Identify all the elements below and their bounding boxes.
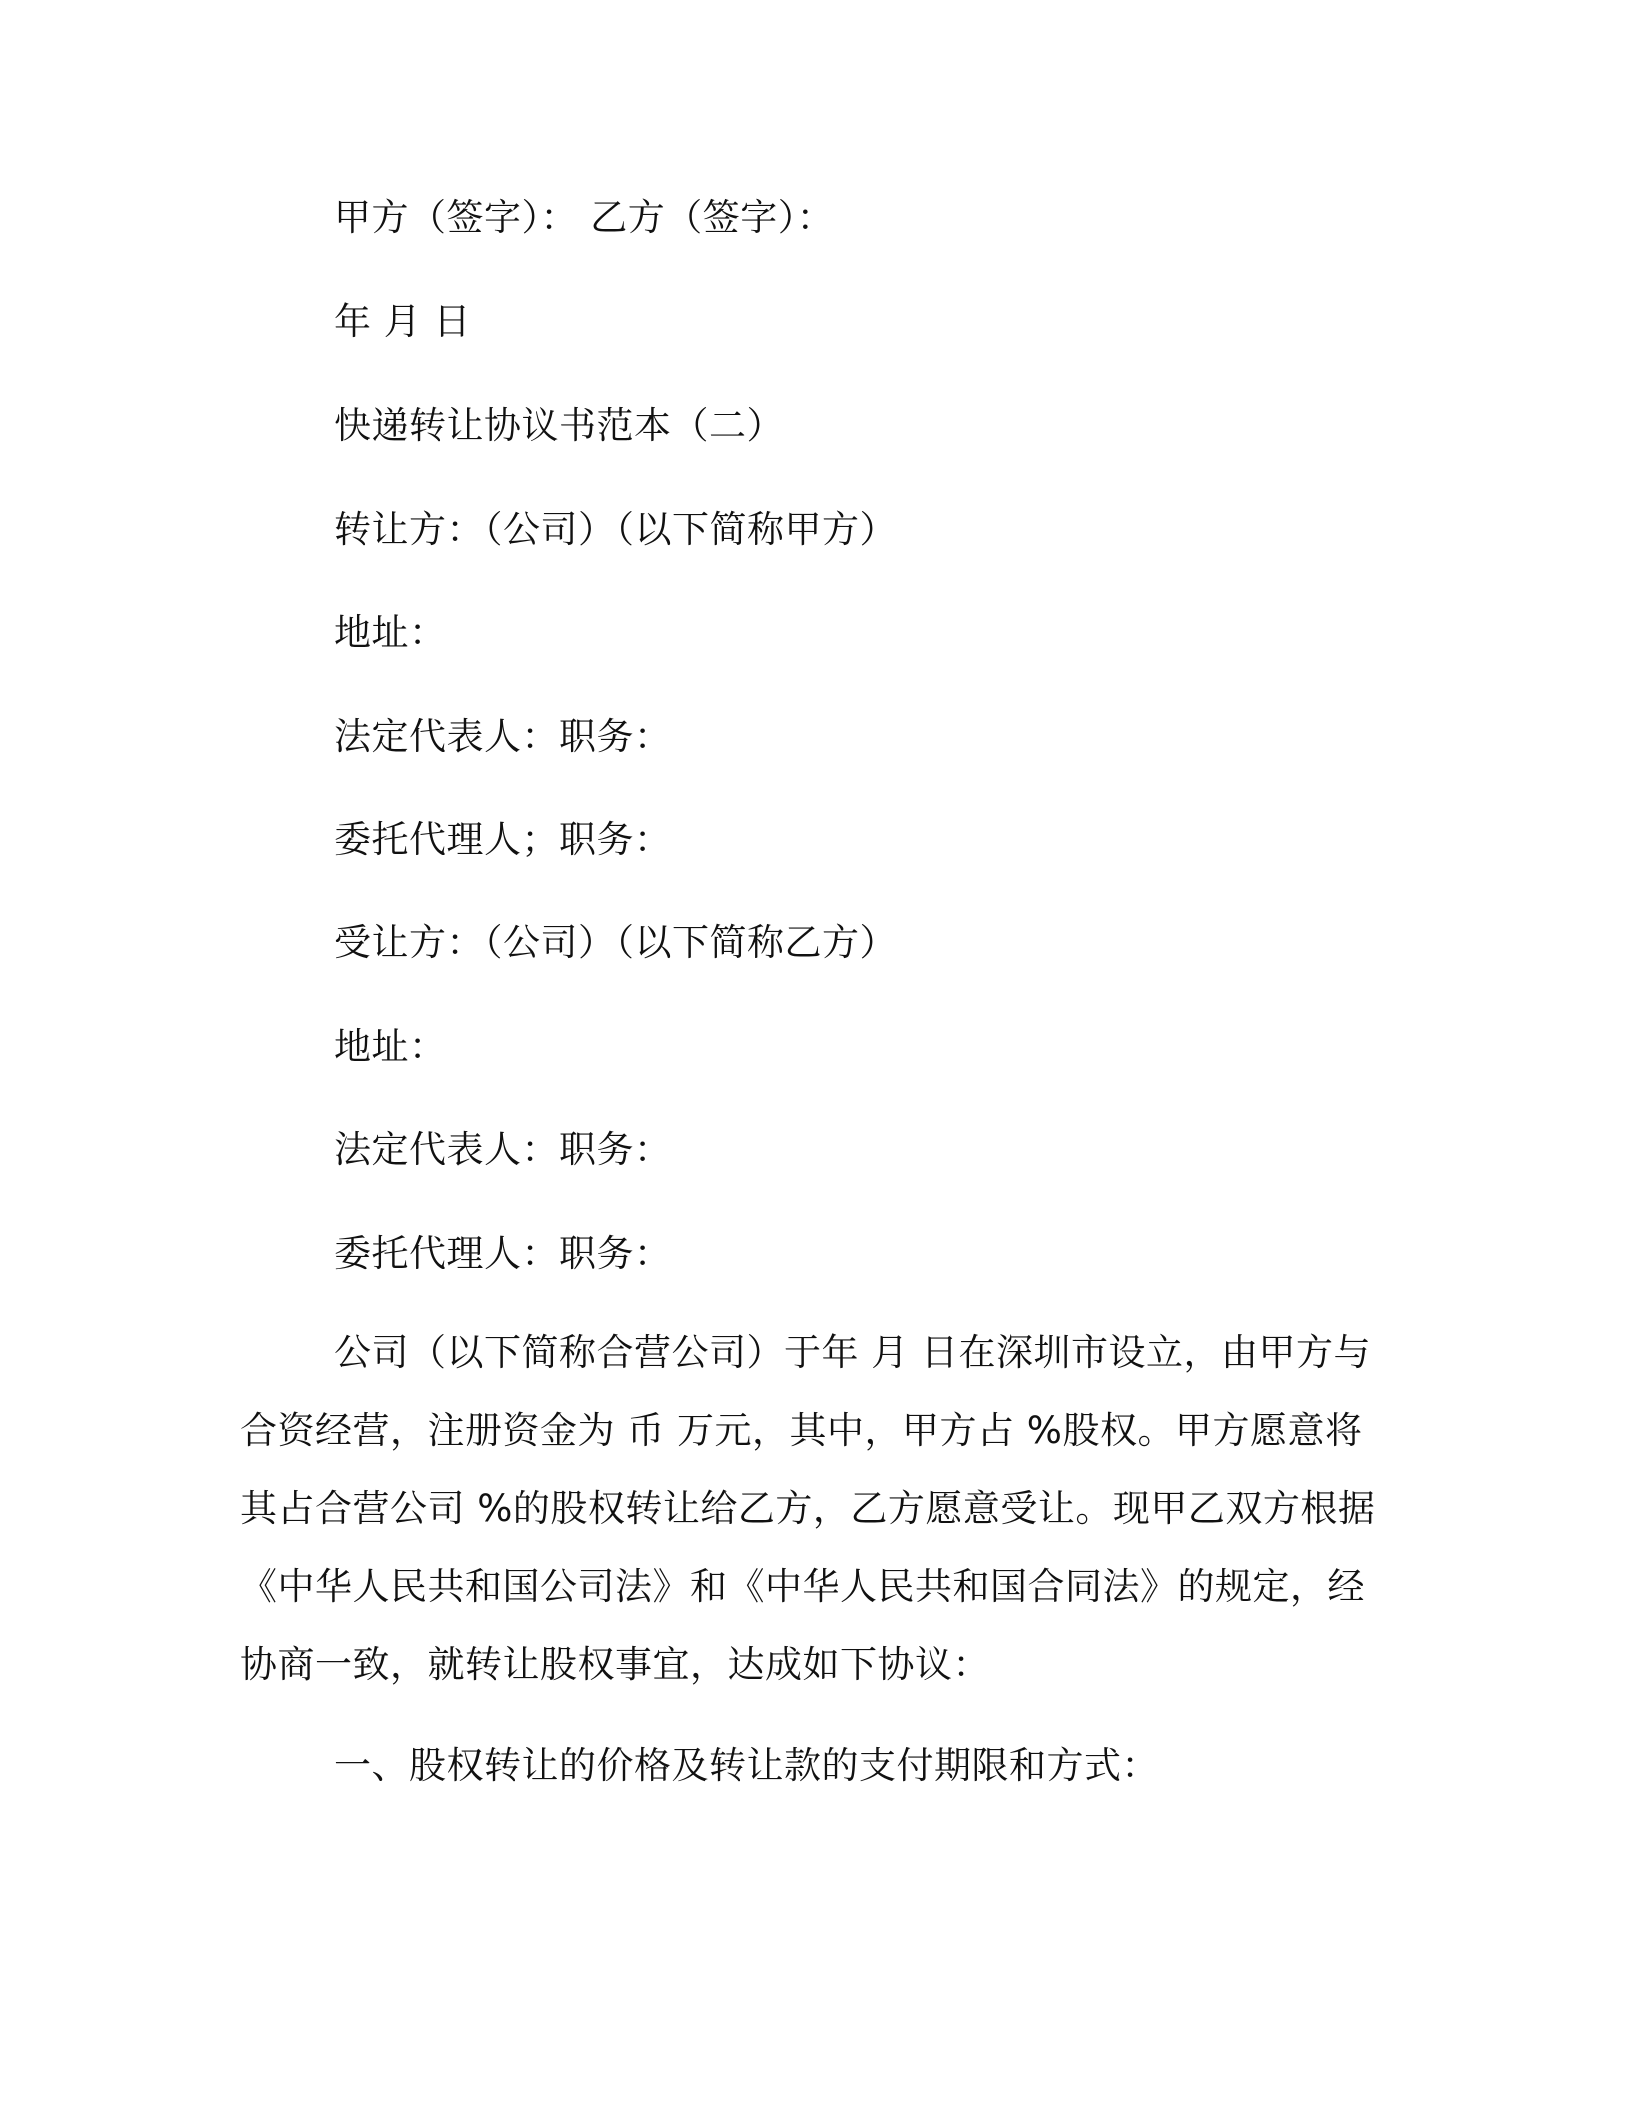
transferor-line: 转让方：（公司）（以下简称甲方） — [334, 508, 897, 551]
transferor-address: 地址： — [334, 611, 447, 654]
date-line: 年 月 日 — [334, 300, 472, 343]
transferor-agent: 委托代理人；职务： — [334, 818, 672, 861]
body-paragraph: 公司（以下简称合营公司）于年 月 日在深圳市设立，由甲方与合资经营，注册资金为 币 万元，其中，甲方占 %股权。甲方愿意将其占合营公司 %的股权转让给乙方，乙方愿意受让。现甲乙双方根据《中华人民共和国公司法》和《中华人民共和国合同法》的规定，经协商一致，就转让股权事宜，达成如下协议： — [240, 1331, 1376, 1686]
transferee-line: 受让方：（公司）（以下简称乙方） — [334, 921, 897, 964]
transferee-agent: 委托代理人：职务： — [334, 1232, 672, 1275]
section-1-heading: 一、股权转让的价格及转让款的支付期限和方式： — [334, 1744, 1159, 1787]
signature-line: 甲方（签字）： 乙方（签字）： — [334, 196, 835, 239]
transferee-legal-rep: 法定代表人：职务： — [334, 1128, 672, 1171]
transferor-legal-rep: 法定代表人：职务： — [334, 715, 672, 758]
transferee-address: 地址： — [334, 1025, 447, 1068]
sample-title: 快递转让协议书范本（二） — [334, 404, 784, 447]
